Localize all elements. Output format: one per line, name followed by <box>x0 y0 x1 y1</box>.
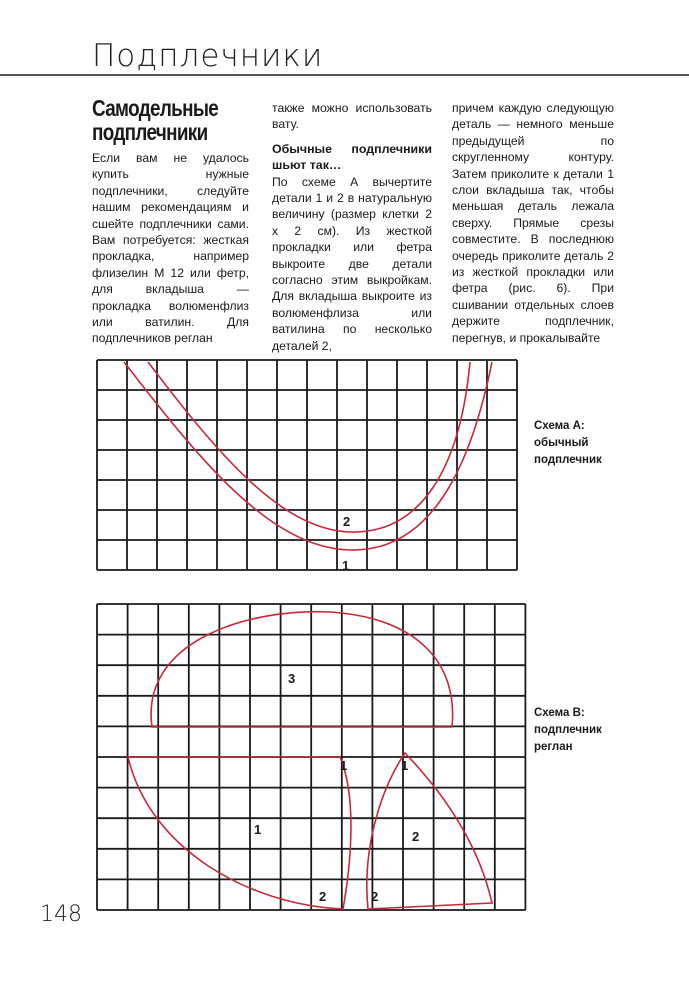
scheme-a-caption <box>534 418 602 469</box>
scheme-a-labels <box>342 514 350 573</box>
scheme-b-caption <box>534 705 602 756</box>
scheme-b-caption-line-1: Схема В: <box>534 707 585 719</box>
scheme-b-label-piece-2-bottom: 2 <box>371 889 379 904</box>
scheme-b-label-piece-1-bottom: 2 <box>319 889 327 904</box>
scheme-a-caption-line-2: обычный <box>534 437 589 449</box>
scheme-b-caption-line-2: подплечник <box>534 724 602 736</box>
scheme-a-grid <box>97 360 517 570</box>
scheme-b-piece-1-outline <box>128 757 351 909</box>
scheme-b-pattern <box>128 612 492 909</box>
paragraph-continuation: также можно использовать вату. <box>272 101 432 132</box>
scheme-b-label-piece-3: 3 <box>288 671 296 686</box>
scheme-b-label-piece-2-top: 1 <box>401 758 409 773</box>
scheme-a-caption-line-3: подплечник <box>534 454 602 466</box>
scheme-a-label-piece-1: 1 <box>342 558 350 573</box>
paragraph-instructions-continued: причем каждую следующую деталь — немного меньше предыдущей по скругленному контуру. Затем приколите к детали 1 слои вкладыша так, чтобы меньшая деталь лежала сверху. Прямые срезы совместите. В последнюю очередь приколите деталь 2 из жесткой прокладки или фетра (рис. 6). При сшивании отдельных слоев держите подплечник, перегнув, и прокалывайте <box>452 101 614 345</box>
scheme-b-label-piece-1-corner: 1 <box>340 758 348 773</box>
page-title: Подплечники <box>92 38 324 74</box>
scheme-b-piece-2-outline <box>367 753 492 909</box>
scheme-b-label-piece-2-center: 2 <box>412 829 420 844</box>
paragraph-instructions: По схеме А вычертите детали 1 и 2 в натуральную величину (размер клетки 2 х 2 см). Из жесткой прокладки или фетра выкроите две детали согласно этим выкройкам. Для вкладыша выкроите из волюменфлиза или ватилина по несколько деталей 2, <box>272 174 432 353</box>
scheme-b-label-piece-1-center: 1 <box>254 822 262 837</box>
paragraph-intro: Если вам не удалось купить нужные подплечники, следуйте нашим рекомендациям и сшейте подплечники сами. Вам потребуется: жесткая прокладка, например флизелин М 12 или фетр, для вкладыша — прокладка волюменфлиз или ватилин. Для подплечников реглан <box>92 151 249 346</box>
scheme-a-caption-line-1: Схема А: <box>534 420 585 432</box>
page-number: 148 <box>40 902 82 927</box>
scheme-b-caption-line-3: реглан <box>534 741 573 753</box>
scheme-b-piece-3-outline <box>151 612 453 727</box>
scheme-a-label-piece-2: 2 <box>343 514 351 529</box>
scheme-a-piece-2-outline <box>148 362 470 532</box>
article-title-line-2: подплечники <box>92 119 208 145</box>
section-subheading: Обычные подплечники шьют так… <box>272 141 432 173</box>
article-title-line-1: Самодельные <box>92 95 219 121</box>
